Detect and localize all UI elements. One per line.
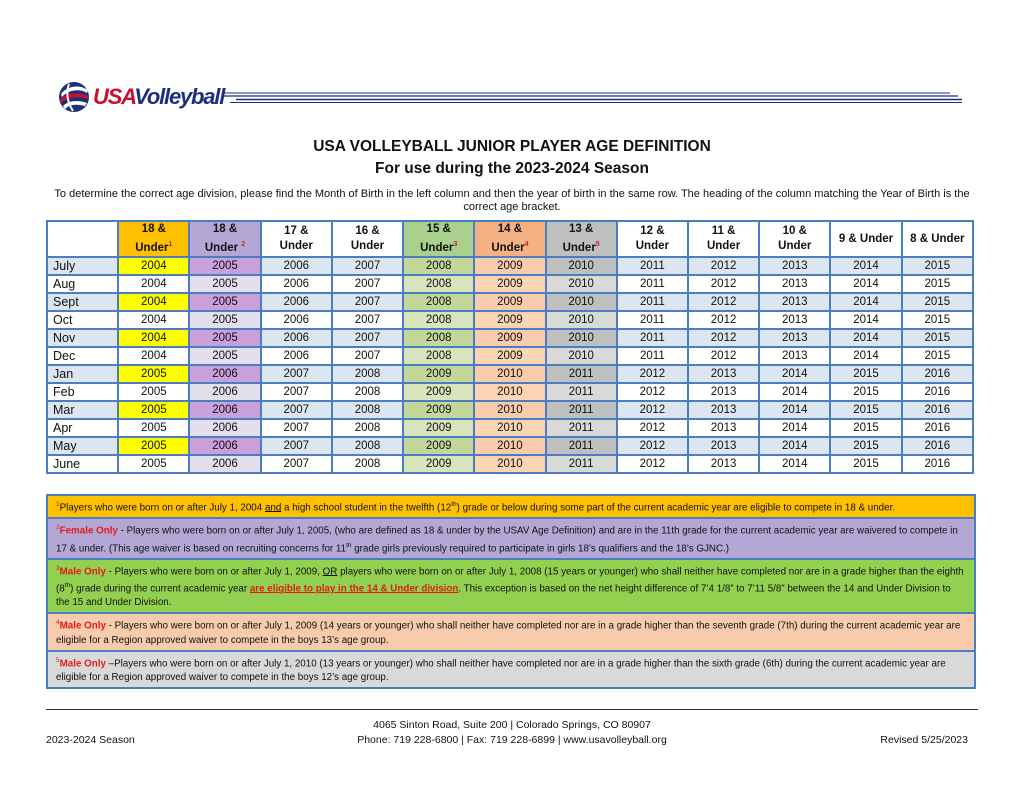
footer-revised: Revised 5/25/2023 bbox=[880, 734, 968, 746]
year-cell: 2010 bbox=[546, 275, 617, 293]
year-cell: 2009 bbox=[403, 455, 474, 473]
year-cell: 2013 bbox=[759, 275, 830, 293]
footnote-1: $^1$Players who were born on or after July 1, 2004 and a high school student in the twelfth (12th) grade or below during some part of the current academic year are eligible to compete in 18 & under. bbox=[46, 494, 976, 519]
year-cell: 2010 bbox=[474, 383, 545, 401]
document-subtitle: For use during the 2023-2024 Season bbox=[375, 160, 649, 177]
year-cell: 2005 bbox=[118, 365, 189, 383]
column-header: 16 & Under bbox=[332, 221, 403, 257]
year-cell: 2006 bbox=[189, 401, 260, 419]
year-cell: 2009 bbox=[474, 329, 545, 347]
year-cell: 2013 bbox=[688, 455, 759, 473]
year-cell: 2011 bbox=[617, 311, 688, 329]
year-cell: 2009 bbox=[474, 311, 545, 329]
age-definition-table bbox=[46, 220, 974, 474]
year-cell: 2012 bbox=[688, 275, 759, 293]
year-cell: 2016 bbox=[902, 383, 973, 401]
table-row bbox=[47, 401, 973, 419]
year-cell: 2010 bbox=[546, 311, 617, 329]
footer-contact: Phone: 719 228-6800 | Fax: 719 228-6899 | www.usavolleyball.org bbox=[357, 734, 667, 746]
month-cell: Feb bbox=[47, 383, 118, 401]
year-cell: 2010 bbox=[474, 365, 545, 383]
year-cell: 2012 bbox=[688, 293, 759, 311]
header-rule-lines bbox=[222, 92, 962, 104]
table-row bbox=[47, 329, 973, 347]
year-cell: 2005 bbox=[118, 455, 189, 473]
footer-season: 2023-2024 Season bbox=[46, 734, 135, 746]
footnote-2: $^2$Female Only - Players who were born on or after July 1, 2005, (who are defined as 18 & under by the USAV Age Definition) and are in the 11th grade for the current academic year are waivered to compete in 17 & under. (This age waiver is based on recruiting concerns for 11th grade girls previously required to participate in girls 18’s qualifiers and the 18’s GJNC.) bbox=[46, 519, 976, 560]
year-cell: 2011 bbox=[617, 347, 688, 365]
table-row bbox=[47, 455, 973, 473]
table-row bbox=[47, 383, 973, 401]
year-cell: 2009 bbox=[403, 365, 474, 383]
month-cell: Aug bbox=[47, 275, 118, 293]
year-cell: 2010 bbox=[546, 257, 617, 275]
column-header: 9 & Under bbox=[830, 221, 901, 257]
year-cell: 2010 bbox=[546, 347, 617, 365]
year-cell: 2009 bbox=[403, 437, 474, 455]
year-cell: 2004 bbox=[118, 329, 189, 347]
year-cell: 2016 bbox=[902, 455, 973, 473]
year-cell: 2004 bbox=[118, 293, 189, 311]
year-cell: 2007 bbox=[261, 455, 332, 473]
header-corner bbox=[47, 221, 118, 257]
table-row bbox=[47, 419, 973, 437]
year-cell: 2013 bbox=[759, 347, 830, 365]
year-cell: 2007 bbox=[332, 347, 403, 365]
year-cell: 2005 bbox=[118, 383, 189, 401]
table-row bbox=[47, 293, 973, 311]
table-row bbox=[47, 257, 973, 275]
year-cell: 2010 bbox=[474, 419, 545, 437]
year-cell: 2010 bbox=[546, 329, 617, 347]
year-cell: 2011 bbox=[546, 419, 617, 437]
year-cell: 2005 bbox=[189, 347, 260, 365]
year-cell: 2007 bbox=[261, 419, 332, 437]
year-cell: 2012 bbox=[688, 257, 759, 275]
year-cell: 2006 bbox=[261, 257, 332, 275]
year-cell: 2016 bbox=[902, 437, 973, 455]
year-cell: 2014 bbox=[759, 383, 830, 401]
footnote-4: $^4$Male Only - Players who were born on or after July 1, 2009 (14 years or younger) who shall neither have completed nor are in a grade higher than the seventh grade (7th) during the current academic year are eligible for a Region approved waiver to compete in the boys 13’s age group. bbox=[46, 614, 976, 651]
year-cell: 2007 bbox=[332, 293, 403, 311]
year-cell: 2009 bbox=[403, 419, 474, 437]
year-cell: 2005 bbox=[189, 257, 260, 275]
year-cell: 2006 bbox=[189, 383, 260, 401]
table-row bbox=[47, 275, 973, 293]
year-cell: 2005 bbox=[189, 311, 260, 329]
month-cell: June bbox=[47, 455, 118, 473]
year-cell: 2012 bbox=[688, 311, 759, 329]
year-cell: 2015 bbox=[902, 257, 973, 275]
column-header: 18 & Under$^1$ bbox=[118, 221, 189, 257]
column-header: 14 & Under$^4$ bbox=[474, 221, 545, 257]
footnote-5: $^5$Male Only –Players who were born on or after July 1, 2010 (13 years or younger) who shall neither have completed nor are in a grade higher than the sixth grade (6th) during the current academic year are eligible for a Region approved waiver to compete in the boys 12’s age group. bbox=[46, 652, 976, 689]
year-cell: 2015 bbox=[830, 401, 901, 419]
year-cell: 2008 bbox=[403, 311, 474, 329]
year-cell: 2006 bbox=[189, 437, 260, 455]
year-cell: 2005 bbox=[118, 437, 189, 455]
year-cell: 2011 bbox=[546, 383, 617, 401]
year-cell: 2007 bbox=[261, 401, 332, 419]
column-header: 15 & Under$^3$ bbox=[403, 221, 474, 257]
year-cell: 2007 bbox=[261, 365, 332, 383]
column-header: 13 & Under$^5$ bbox=[546, 221, 617, 257]
year-cell: 2008 bbox=[403, 257, 474, 275]
year-cell: 2005 bbox=[189, 293, 260, 311]
logo-wordmark: USAVolleyball bbox=[93, 84, 225, 109]
month-cell: Apr bbox=[47, 419, 118, 437]
document-title: USA VOLLEYBALL JUNIOR PLAYER AGE DEFINITION bbox=[313, 138, 711, 155]
year-cell: 2013 bbox=[688, 365, 759, 383]
year-cell: 2016 bbox=[902, 365, 973, 383]
year-cell: 2006 bbox=[261, 311, 332, 329]
volleyball-icon bbox=[57, 80, 91, 114]
column-header: 10 & Under bbox=[759, 221, 830, 257]
year-cell: 2015 bbox=[830, 455, 901, 473]
year-cell: 2012 bbox=[617, 401, 688, 419]
year-cell: 2014 bbox=[759, 437, 830, 455]
year-cell: 2015 bbox=[830, 437, 901, 455]
year-cell: 2012 bbox=[617, 383, 688, 401]
year-cell: 2004 bbox=[118, 311, 189, 329]
month-cell: Jan bbox=[47, 365, 118, 383]
year-cell: 2015 bbox=[830, 383, 901, 401]
year-cell: 2010 bbox=[546, 293, 617, 311]
year-cell: 2013 bbox=[759, 311, 830, 329]
month-cell: May bbox=[47, 437, 118, 455]
year-cell: 2005 bbox=[189, 275, 260, 293]
year-cell: 2009 bbox=[403, 383, 474, 401]
year-cell: 2007 bbox=[332, 311, 403, 329]
year-cell: 2008 bbox=[332, 437, 403, 455]
year-cell: 2014 bbox=[830, 293, 901, 311]
column-header: 11 & Under bbox=[688, 221, 759, 257]
year-cell: 2014 bbox=[830, 311, 901, 329]
year-cell: 2006 bbox=[189, 419, 260, 437]
year-cell: 2013 bbox=[759, 293, 830, 311]
year-cell: 2011 bbox=[617, 293, 688, 311]
year-cell: 2012 bbox=[617, 419, 688, 437]
footnote-3: $^3$Male Only - Players who were born on or after July 1, 2009, OR players who were born on or after July 1, 2008 (15 years or younger) who shall neither have completed nor are in a grade higher than the eighth (8th) grade during the current academic year are eligible to play in the 14 & Under division. This exception is based on the net height difference of 7’4 1/8” to 7’11 5/8” between the 14 and Under Division to the 15 and Under Division. bbox=[46, 560, 976, 615]
year-cell: 2005 bbox=[118, 419, 189, 437]
year-cell: 2011 bbox=[617, 257, 688, 275]
year-cell: 2009 bbox=[474, 293, 545, 311]
year-cell: 2013 bbox=[759, 329, 830, 347]
month-cell: Oct bbox=[47, 311, 118, 329]
year-cell: 2011 bbox=[617, 275, 688, 293]
year-cell: 2007 bbox=[261, 383, 332, 401]
year-cell: 2006 bbox=[261, 347, 332, 365]
year-cell: 2010 bbox=[474, 437, 545, 455]
year-cell: 2010 bbox=[474, 401, 545, 419]
year-cell: 2014 bbox=[830, 329, 901, 347]
column-header: 17 & Under bbox=[261, 221, 332, 257]
year-cell: 2011 bbox=[546, 365, 617, 383]
year-cell: 2015 bbox=[902, 275, 973, 293]
year-cell: 2006 bbox=[261, 275, 332, 293]
year-cell: 2007 bbox=[332, 275, 403, 293]
year-cell: 2004 bbox=[118, 275, 189, 293]
year-cell: 2010 bbox=[474, 455, 545, 473]
table-row bbox=[47, 347, 973, 365]
year-cell: 2009 bbox=[474, 347, 545, 365]
year-cell: 2008 bbox=[403, 275, 474, 293]
year-cell: 2014 bbox=[759, 455, 830, 473]
year-cell: 2008 bbox=[332, 419, 403, 437]
footer-address: 4065 Sinton Road, Suite 200 | Colorado Springs, CO 80907 bbox=[373, 719, 651, 731]
usa-volleyball-logo bbox=[57, 80, 224, 114]
column-header: 12 & Under bbox=[617, 221, 688, 257]
year-cell: 2016 bbox=[902, 419, 973, 437]
year-cell: 2011 bbox=[617, 329, 688, 347]
year-cell: 2008 bbox=[332, 455, 403, 473]
year-cell: 2006 bbox=[261, 293, 332, 311]
year-cell: 2004 bbox=[118, 257, 189, 275]
year-cell: 2011 bbox=[546, 437, 617, 455]
table-row bbox=[47, 437, 973, 455]
year-cell: 2015 bbox=[902, 311, 973, 329]
year-cell: 2005 bbox=[189, 329, 260, 347]
column-header: 8 & Under bbox=[902, 221, 973, 257]
year-cell: 2006 bbox=[189, 455, 260, 473]
year-cell: 2016 bbox=[902, 401, 973, 419]
year-cell: 2012 bbox=[688, 329, 759, 347]
year-cell: 2014 bbox=[830, 275, 901, 293]
year-cell: 2008 bbox=[332, 365, 403, 383]
year-cell: 2012 bbox=[617, 365, 688, 383]
month-cell: Mar bbox=[47, 401, 118, 419]
table-row bbox=[47, 311, 973, 329]
month-cell: July bbox=[47, 257, 118, 275]
column-header: 18 & Under $^2$ bbox=[189, 221, 260, 257]
year-cell: 2006 bbox=[189, 365, 260, 383]
year-cell: 2014 bbox=[759, 419, 830, 437]
year-cell: 2012 bbox=[688, 347, 759, 365]
table-row bbox=[47, 365, 973, 383]
year-cell: 2011 bbox=[546, 455, 617, 473]
year-cell: 2008 bbox=[332, 401, 403, 419]
month-cell: Sept bbox=[47, 293, 118, 311]
year-cell: 2015 bbox=[902, 347, 973, 365]
footer-divider bbox=[46, 709, 978, 710]
year-cell: 2008 bbox=[403, 347, 474, 365]
year-cell: 2009 bbox=[474, 257, 545, 275]
year-cell: 2013 bbox=[688, 419, 759, 437]
year-cell: 2012 bbox=[617, 455, 688, 473]
year-cell: 2012 bbox=[617, 437, 688, 455]
year-cell: 2009 bbox=[474, 275, 545, 293]
year-cell: 2015 bbox=[902, 329, 973, 347]
year-cell: 2014 bbox=[759, 365, 830, 383]
year-cell: 2014 bbox=[830, 257, 901, 275]
instructions-text: To determine the correct age division, please find the Month of Birth in the left column and then the year of birth in the same row. The heading of the column matching the Year of Birth is the correct age bracket. bbox=[54, 188, 970, 213]
year-cell: 2006 bbox=[261, 329, 332, 347]
year-cell: 2015 bbox=[830, 419, 901, 437]
year-cell: 2014 bbox=[830, 347, 901, 365]
year-cell: 2008 bbox=[403, 329, 474, 347]
year-cell: 2014 bbox=[759, 401, 830, 419]
year-cell: 2013 bbox=[759, 257, 830, 275]
year-cell: 2008 bbox=[403, 293, 474, 311]
table-header-row bbox=[47, 221, 973, 257]
year-cell: 2015 bbox=[830, 365, 901, 383]
year-cell: 2015 bbox=[902, 293, 973, 311]
year-cell: 2007 bbox=[332, 257, 403, 275]
year-cell: 2007 bbox=[332, 329, 403, 347]
year-cell: 2013 bbox=[688, 401, 759, 419]
month-cell: Dec bbox=[47, 347, 118, 365]
year-cell: 2007 bbox=[261, 437, 332, 455]
year-cell: 2008 bbox=[332, 383, 403, 401]
year-cell: 2011 bbox=[546, 401, 617, 419]
year-cell: 2004 bbox=[118, 347, 189, 365]
year-cell: 2013 bbox=[688, 383, 759, 401]
year-cell: 2005 bbox=[118, 401, 189, 419]
footnotes bbox=[46, 494, 976, 689]
month-cell: Nov bbox=[47, 329, 118, 347]
year-cell: 2009 bbox=[403, 401, 474, 419]
year-cell: 2013 bbox=[688, 437, 759, 455]
